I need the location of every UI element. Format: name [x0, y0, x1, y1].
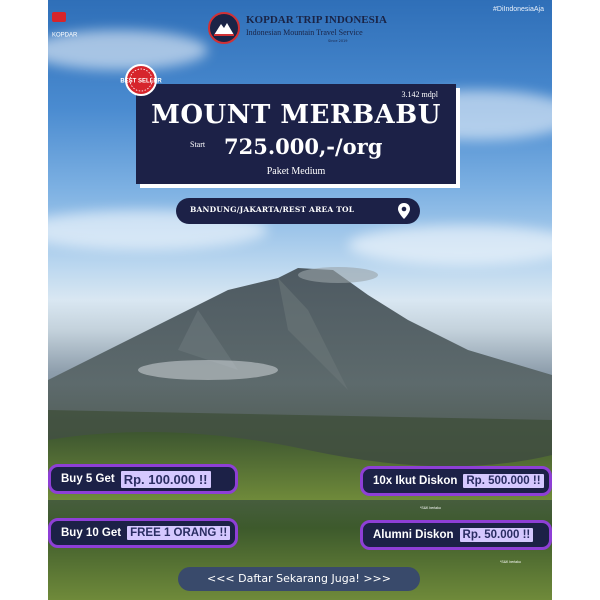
best-seller-badge: [120, 63, 162, 97]
promo-10x-ikut: [360, 466, 552, 496]
brand-name: KOPDAR TRIP INDONESIA: [246, 14, 387, 26]
promo-highlight: Rp. 500.000 !!: [463, 474, 543, 488]
logo-mark-icon: [52, 12, 66, 22]
fine-print: *S&K berlaku: [500, 560, 521, 564]
promo-label: Alumni Diskon: [373, 529, 454, 541]
elevation: 3.142 mdpl: [401, 90, 438, 99]
poster: [48, 0, 552, 600]
hashtag: #DiIndonesiaAja: [493, 6, 544, 13]
route-text: BANDUNG/JAKARTA/REST AREA TOL: [190, 205, 355, 214]
fine-print: *S&K berlaku: [420, 506, 441, 510]
promo-buy-10: [48, 518, 238, 548]
brand-since: Since 2019: [328, 39, 348, 43]
promo-label: Buy 10 Get: [61, 527, 122, 539]
promo-highlight: Rp. 50.000 !!: [460, 528, 534, 542]
brand-header: [208, 12, 408, 48]
badge-text: BEST SELLER: [120, 78, 162, 85]
start-label: Start: [190, 140, 206, 149]
top-left-logo-text: KOPDAR: [52, 32, 78, 39]
mountain-illustration: [48, 250, 552, 500]
route-pill: [176, 198, 420, 224]
promo-buy-5: [48, 464, 238, 494]
mountain-emblem-icon: [208, 12, 240, 44]
promo-label: 10x Ikut Diskon: [373, 475, 458, 487]
mountain-name: MOUNT MERBABU: [151, 100, 441, 130]
brand-tagline: Indonesian Mountain Travel Service: [246, 28, 363, 37]
promo-highlight: FREE 1 ORANG !!: [127, 526, 230, 540]
top-left-logo: [52, 6, 96, 39]
location-pin-icon: [396, 202, 412, 220]
promo-label: Buy 5 Get: [61, 473, 115, 485]
price: 725.000,-/org: [224, 134, 383, 159]
promo-alumni: [360, 520, 552, 550]
package-name: Paket Medium: [266, 166, 326, 177]
promo-highlight: Rp. 100.000 !!: [121, 471, 211, 488]
register-cta-button[interactable]: <<< Daftar Sekarang Juga! >>>: [178, 567, 420, 591]
title-card: [136, 84, 456, 184]
